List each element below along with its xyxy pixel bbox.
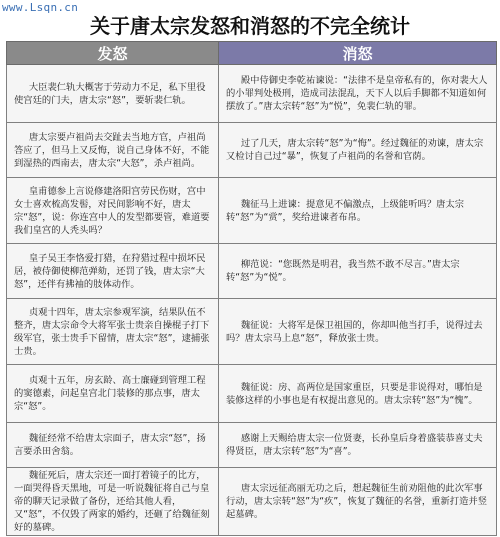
- calm-cell: 魏征说：大将军是保卫祖国的，你却叫他当打手，说得过去吗？唐太宗马上息“怒”，释放张士贵。: [219, 299, 497, 365]
- calm-cell: 感谢上天赐给唐太宗一位贤妻，长孙皇后身着盛装恭喜丈夫得贤臣，唐太宗转“怒”为“喜”。: [219, 423, 497, 468]
- anger-cell: 唐太宗要卢祖尚去交趾去当地方官，卢祖尚答应了，但马上又反悔，说自己身体不好，不能到湿热的西南去，唐太宗“大怒”，杀卢祖尚。: [7, 123, 219, 178]
- calm-cell: 魏征马上进谏：提意见不偏激点，上级能听吗？唐太宗转“怒”为“赏”，奖给进谏者布帛。: [219, 178, 497, 244]
- anger-cell: 贞观十四年，唐太宗参观军演，结果队伍不整齐，唐太宗命令大将军张士贵亲自操棍子打下级军官，张士贵手下留情，唐太宗“怒”，逮捕张士贵。: [7, 299, 219, 365]
- table-row: [7, 123, 497, 178]
- calm-cell: 唐太宗远征高丽无功之后，想起魏征生前劝阻他的此次军事行动，唐太宗转“怒”为“疚”，恢复了魏征的名誉，重新打造并竖起墓碑。: [219, 468, 497, 536]
- calm-cell: 过了几天，唐太宗转“怒”为“悔”。经过魏征的劝谏，唐太宗又检讨自己过“暴”，恢复了卢祖尚的名誉和官荫。: [219, 123, 497, 178]
- site-watermark: www.Lsqn.cn: [2, 1, 79, 14]
- anger-cell: 皇子吴王李恪爱打猎，在狩猎过程中损坏民居，被侍御使柳范弹劾，还罚了钱，唐太宗“大怒”，还伴有拂袖的肢体动作。: [7, 244, 219, 299]
- table-row: [7, 244, 497, 299]
- anger-cell: 魏征死后，唐太宗还一面打着镜子的比方，一面哭得昏天黑地，可是一听说魏征将自己与皇帝的聊天记录做了备份，还给其他人看，又“怒”，不仅毁了两家的婚约，还砸了给魏征刻好的墓碑。: [7, 468, 219, 536]
- table-row: [7, 365, 497, 423]
- anger-cell: 贞观十五年，房玄龄、高士廉碰到管理工程的窦德素，问起皇宫北门装修的那点事，唐太宗“怒”。: [7, 365, 219, 423]
- table-row: [7, 423, 497, 468]
- page-title: 关于唐太宗发怒和消怒的不完全统计: [90, 14, 410, 38]
- header-anger: 发怒: [7, 42, 219, 65]
- calm-cell: 柳范说：“您既然是明君，我当然不敢不尽言。”唐太宗转“怒”为“悦”。: [219, 244, 497, 299]
- anger-cell: 大臣裴仁轨大概害于劳动力不足，私下里役使宫廷的门夫，唐太宗“怒”，要斩裴仁轨。: [7, 65, 219, 123]
- table-row: [7, 468, 497, 536]
- table-row: [7, 299, 497, 365]
- anger-cell: 皇甫德参上言说修建洛阳宫劳民伤财，宫中女士喜欢梳高发髻，对民间影响不好，唐太宗“怒”，说：你连宫中人的发型都要管，难道要我们皇宫的人秃头吗？: [7, 178, 219, 244]
- table-row: [7, 178, 497, 244]
- calm-cell: 殿中侍御史李乾祐谏说：“法律不是皇帝私有的，你对裴大人的小罪判处极刑，造成司法混乱，天下人以后手脚都不知道如何摆放了。”唐太宗转“怒”为“悦”，免裴仁轨的罪。: [219, 65, 497, 123]
- table-header-row: [7, 42, 497, 65]
- table-row: [7, 65, 497, 123]
- header-calm-down: 消怒: [219, 42, 497, 65]
- anger-cell: 魏征经常不给唐太宗面子，唐太宗“怒”，扬言要杀田舍翁。: [7, 423, 219, 468]
- calm-cell: 魏征说：房、高两位是国家重臣，只要是非说得对，哪怕是装修这样的小事也是有权提出意见的。唐太宗转“怒”为“愧”。: [219, 365, 497, 423]
- anger-statistics-table: [6, 41, 497, 536]
